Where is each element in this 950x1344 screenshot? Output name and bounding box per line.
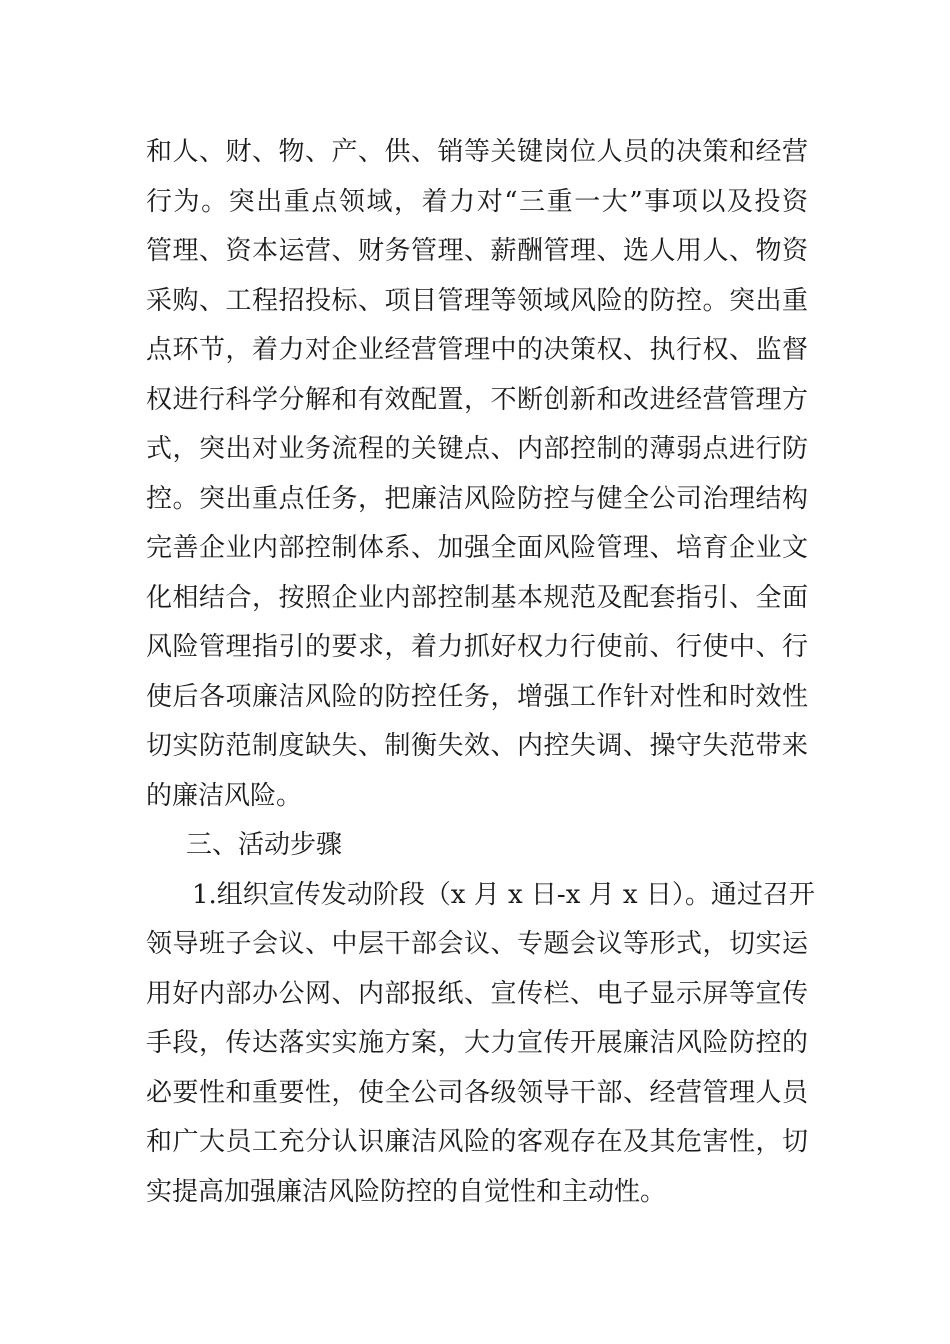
- paragraph-line: 和人、财、物、产、供、销等关键岗位人员的决策和经营: [146, 137, 808, 167]
- paragraph-line: 领导班子会议、中层干部会议、专题会议等形式，切实运: [146, 929, 808, 959]
- paragraph-line: 实提高加强廉洁风险防控的自觉性和主动性。: [146, 1176, 667, 1207]
- document-body: [146, 128, 815, 1217]
- paragraph-line: 必要性和重要性，使全公司各级领导干部、经营管理人员: [146, 1077, 808, 1108]
- paragraph-line: 采购、工程招投标、项目管理等领域风险的防控。突出重: [146, 285, 808, 316]
- paragraph-line: 用好内部办公网、内部报纸、宣传栏、电子显示屏等宣传: [146, 978, 808, 1009]
- paragraph-line: 完善企业内部控制体系、加强全面风险管理、培育企业文: [146, 533, 808, 563]
- paragraph-line: 点环节，着力对企业经营管理中的决策权、执行权、监督: [146, 335, 808, 365]
- paragraph-line: 式，突出对业务流程的关键点、内部控制的薄弱点进行防: [146, 434, 808, 464]
- section-heading: 三、活动步骤: [186, 830, 343, 860]
- paragraph-line: 权进行科学分解和有效配置，不断创新和改进经营管理方: [146, 384, 808, 415]
- paragraph-line: 1.组织宣传发动阶段（x 月 x 日-x 月 x 日）。通过召开: [192, 879, 815, 910]
- paragraph-line: 化相结合，按照企业内部控制基本规范及配套指引、全面: [146, 582, 808, 613]
- paragraph-line: 风险管理指引的要求，着力抓好权力行使前、行使中、行: [146, 632, 808, 662]
- paragraph-line: 控。突出重点任务，把廉洁风险防控与健全公司治理结构: [146, 483, 808, 514]
- paragraph-line: 切实防范制度缺失、制衡失效、内控失调、操守失范带来: [146, 731, 808, 761]
- paragraph-line: 管理、资本运营、财务管理、薪酬管理、选人用人、物资: [146, 236, 808, 266]
- paragraph-line: 的廉洁风险。: [146, 780, 303, 811]
- paragraph-step-1: [146, 871, 815, 1218]
- paragraph-line: 和广大员工充分认识廉洁风险的客观存在及其危害性，切: [146, 1127, 808, 1157]
- paragraph-key-areas: [146, 128, 808, 821]
- paragraph-line: 行为。突出重点领域，着力对“三重一大”事项以及投资: [146, 186, 808, 217]
- paragraph-line: 手段，传达落实实施方案，大力宣传开展廉洁风险防控的: [146, 1028, 808, 1058]
- paragraph-line: 使后各项廉洁风险的防控任务，增强工作针对性和时效性: [146, 681, 808, 712]
